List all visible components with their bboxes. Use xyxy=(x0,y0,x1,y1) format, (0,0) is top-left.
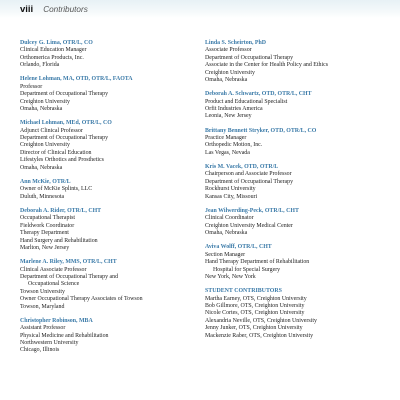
contributor-detail: Towson University xyxy=(20,288,65,295)
contributor-entry xyxy=(20,179,192,201)
contributor-entry xyxy=(20,318,192,355)
contributor-detail: Adjunct Clinical Professor xyxy=(20,127,83,134)
contributor-detail: Department of Occupational Therapy xyxy=(205,54,294,61)
student-name: Nicole Cortes, OTS, Creighton University xyxy=(205,310,305,317)
contributor-detail: Associate Professor xyxy=(205,47,252,54)
contributor-detail: Clinical Associate Professor xyxy=(20,266,87,273)
contributor-detail: Product and Educational Specialist xyxy=(205,98,288,105)
contributor-detail: Professor xyxy=(20,83,43,90)
left-column xyxy=(20,40,192,362)
contributor-name: Ann McKie, OTR/L xyxy=(20,178,71,185)
contributor-detail: Owner of McKie Splints, LLC xyxy=(20,186,93,193)
contributor-detail: Fieldwork Coordinator xyxy=(20,222,75,229)
contributor-detail: Hospital for Special Surgery xyxy=(213,266,281,273)
contributor-detail: Creighton University xyxy=(20,142,70,149)
student-name: Martha Earney, OTS, Creighton University xyxy=(205,295,307,302)
contributor-detail: Kansas City, Missouri xyxy=(205,193,258,200)
contributor-detail: Practice Manager xyxy=(205,135,247,142)
contributor-detail: Director of Clinical Education xyxy=(20,149,92,156)
contributor-name: Linda S. Scheirton, PhD xyxy=(205,40,267,46)
contributor-name: Deborah A. Rider, OTR/L, CHT xyxy=(20,207,102,214)
contributor-detail: Department of Occupational Therapy xyxy=(20,91,109,98)
section-heading: STUDENT CONTRIBUTORS xyxy=(205,288,282,295)
contributor-detail: Marlton, New Jersey xyxy=(20,244,70,251)
contributor-detail: Owner Occupational Therapy Associates of Towson xyxy=(20,296,143,303)
contributor-name: Helene Lohman, MA, OTD, OTR/L, FAOTA xyxy=(20,76,133,83)
contributor-detail: Associate in the Center for Health Policy and Ethics xyxy=(205,62,329,69)
student-name: Alexandria Neville, OTS, Creighton University xyxy=(205,317,317,324)
contributor-detail: Department of Occupational Therapy and xyxy=(20,273,119,280)
contributor-detail: Orfit Industries America xyxy=(205,106,263,113)
contributor-entry xyxy=(205,244,390,281)
contributor-detail: Physical Medicine and Rehabilitation xyxy=(20,332,109,339)
contributor-name: Christopher Robinson, MBA xyxy=(20,317,93,324)
contributor-detail: Hand Surgery and Rehabilitation xyxy=(20,237,98,244)
contributor-detail: Orthomerica Products, Inc. xyxy=(20,54,84,61)
contributor-detail: Omaha, Nebraska xyxy=(20,106,63,113)
contributor-detail: Chicago, Illinois xyxy=(20,347,60,354)
contributor-entry xyxy=(205,91,390,121)
contributor-detail: Hand Therapy Department of Rehabilitation xyxy=(205,259,310,266)
right-column xyxy=(205,40,390,340)
contributor-name: Michael Lohman, MEd, OTR/L, CO xyxy=(20,120,112,127)
contributor-entry xyxy=(205,128,390,158)
contributor-name: Kris M. Vacek, OTD, OTR/L xyxy=(205,164,279,171)
contributor-detail: Orlando, Florida xyxy=(20,62,60,69)
page-number: viii xyxy=(20,4,34,15)
contributor-detail: Department of Occupational Therapy xyxy=(205,178,294,185)
contributor-detail: New York, New York xyxy=(205,273,256,280)
contributor-name: Aviva Wolff, OTR/L, CHT xyxy=(205,244,272,251)
contributor-detail: Northwestern University xyxy=(20,340,79,346)
contributor-entry xyxy=(20,76,192,113)
contributor-detail: Omaha, Nebraska xyxy=(20,164,63,171)
contributor-entry xyxy=(20,40,192,70)
contributor-name: Deborah A. Schwartz, OTD, OTR/L, CHT xyxy=(205,91,312,98)
contributor-name: Dulcey G. Lima, OTR/L, CO xyxy=(20,40,93,46)
contributor-detail: Leonia, New Jersey xyxy=(205,113,252,120)
contributor-detail: Creighton University xyxy=(205,69,255,76)
contributor-entry xyxy=(20,208,192,252)
contributor-detail: Chairperson and Associate Professor xyxy=(205,171,292,178)
contributor-name: Marlene A. Riley, MMS, OTR/L, CHT xyxy=(20,259,117,266)
contributor-entry xyxy=(205,164,390,201)
student-name: Bob Gillmore, OTS, Creighton University xyxy=(205,302,305,309)
contributor-detail: Occupational Therapist xyxy=(20,215,76,222)
contributor-detail: Creighton University xyxy=(20,98,70,105)
contributor-detail: Assistant Professor xyxy=(20,325,66,332)
contributor-detail: Lifestyles Orthotics and Prosthetics xyxy=(20,157,104,164)
contributor-detail: Omaha, Nebraska xyxy=(205,230,248,237)
contributor-detail: Clinical Coordinator xyxy=(205,215,254,222)
contributor-detail: Orthopedic Motion, Inc. xyxy=(205,142,263,149)
contributor-entry xyxy=(205,40,390,84)
contributor-detail: Towson, Maryland xyxy=(20,303,65,310)
contributor-detail: Therapy Department xyxy=(20,230,69,237)
student-name: Mackenzie Raber, OTS, Creighton University xyxy=(205,332,314,339)
contributor-detail: Clinical Education Manager xyxy=(20,47,87,54)
contributor-entry xyxy=(20,259,192,311)
contributor-entry xyxy=(205,208,390,238)
contributor-entry xyxy=(20,120,192,172)
contributor-detail: Omaha, Nebraska xyxy=(205,77,248,84)
contributor-detail: Section Manager xyxy=(205,251,246,258)
contributor-detail: Rockhurst University xyxy=(205,186,256,193)
contributor-name: Brittany Bennett Stryker, OTD, OTR/L, CO xyxy=(205,127,317,134)
contributor-detail: Duluth, Minnesota xyxy=(20,193,65,200)
page-header xyxy=(20,4,88,18)
contributor-detail: Department of Occupational Therapy xyxy=(20,135,109,142)
contributor-detail: Las Vegas, Nevada xyxy=(205,149,250,156)
student-contributors-section xyxy=(205,288,390,340)
section-title: Contributors xyxy=(43,5,88,14)
contributor-detail: Occupational Science xyxy=(28,281,80,288)
contributor-detail: Creighton University Medical Center xyxy=(205,222,293,229)
contributor-name: Jean Wilwerding-Peck, OTR/L, CHT xyxy=(205,207,299,214)
student-name: Jenny Junker, OTS, Creighton University xyxy=(205,325,303,332)
